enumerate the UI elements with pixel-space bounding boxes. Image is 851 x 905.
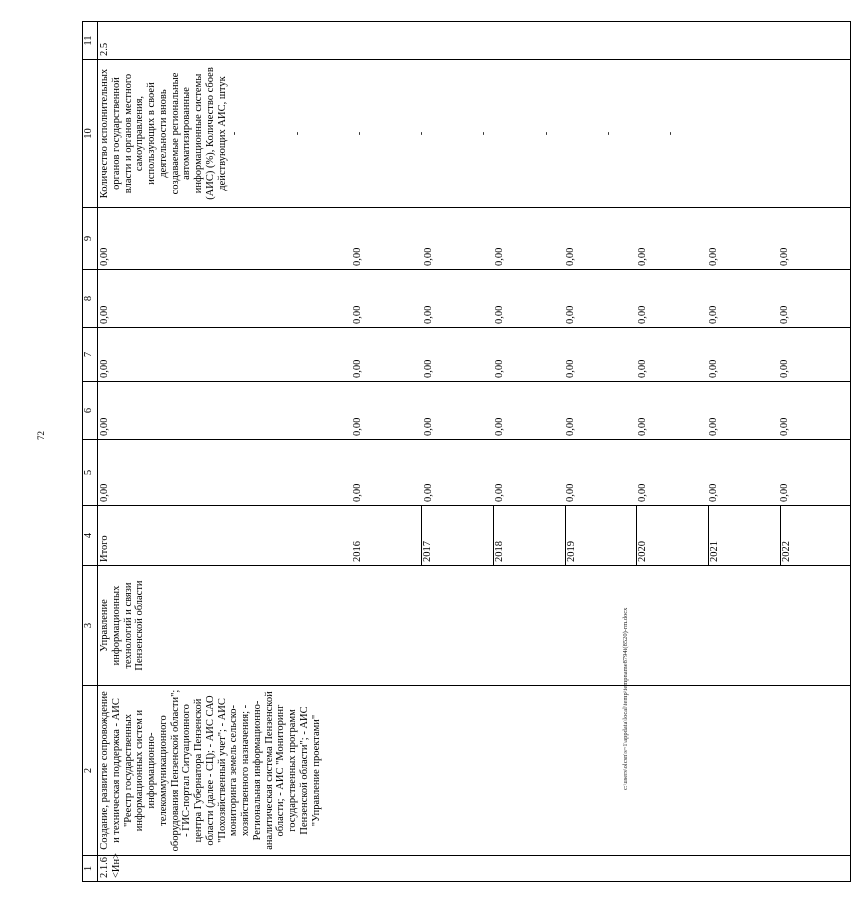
indicator-value: - xyxy=(229,131,241,136)
funding-value: 0,00 xyxy=(352,305,363,324)
funding-value: 0,00 xyxy=(778,305,790,324)
executor-cell: Управление информационных технологий и связи Пензенской области xyxy=(98,566,851,686)
funding-values xyxy=(352,208,850,269)
year-label: 2020 xyxy=(637,506,709,565)
funding-value: 0,00 xyxy=(636,247,648,266)
col-header: 2 xyxy=(83,686,98,856)
indicator-value: - xyxy=(353,131,365,136)
funding-value: 0,00 xyxy=(636,483,648,502)
year-label: 2022 xyxy=(781,506,850,565)
indicator-value: - xyxy=(291,131,303,136)
funding-total: 0,00 xyxy=(99,359,110,378)
indicator-value: - xyxy=(478,131,490,136)
funding-value: 0,00 xyxy=(494,483,506,502)
funding-value: 0,00 xyxy=(565,483,577,502)
item-code: 2.1.6 xyxy=(99,857,110,878)
indicator-values xyxy=(229,60,727,207)
footer-file-path: c:\users\olcsn\s~1\appdata\local\temp\tempname8794i(8520)-rm.docx xyxy=(622,607,629,790)
funding-total: 0,00 xyxy=(99,305,110,324)
funding-value: 0,00 xyxy=(423,417,435,436)
header-row xyxy=(83,22,98,882)
funding-value: 0,00 xyxy=(707,483,719,502)
funding-values xyxy=(352,440,850,505)
years-list xyxy=(352,506,850,565)
funding-value: 0,00 xyxy=(778,247,790,266)
indicator-value: - xyxy=(665,131,676,136)
col-header: 7 xyxy=(83,328,98,382)
indicator-value: - xyxy=(416,131,427,136)
col-header: 8 xyxy=(83,270,98,328)
funding-value: 0,00 xyxy=(423,305,435,324)
funding-cell xyxy=(98,208,851,270)
col-header: 11 xyxy=(83,22,98,60)
col-header: 1 xyxy=(83,856,98,882)
target-cell: 2.5 xyxy=(98,22,851,60)
funding-value: 0,00 xyxy=(636,305,648,324)
funding-value: 0,00 xyxy=(707,359,719,378)
funding-value: 0,00 xyxy=(636,417,648,436)
funding-value: 0,00 xyxy=(707,247,719,266)
page-number: 72 xyxy=(36,431,46,440)
indicator-text: Количество исполнительных органов государственной власти и органов местного самоуправления, использующих в своей деятельности вновь создаваемые региональные автоматизированные информационные системы (АИС) (%), Количество сбоев действующих АИС, штук xyxy=(99,67,228,200)
funding-value: 0,00 xyxy=(778,417,790,436)
table-row xyxy=(98,22,851,882)
funding-value: 0,00 xyxy=(352,417,363,436)
description-cell: Создание, развитие сопровождение и техническая поддержка - АИС "Реестр государственных информационных систем и информационно-телекоммуникационного оборудования Пензенской области"; - ГИС-портал Ситуационного центра Губернатора Пензенской области (далее - СЦ); - АИС САО "Похозяйственный учет"; - АИС мониторинга земель сельско-хозяйственного назначения; - Региональная информационно-аналитическая система Пензенской области; - АИС "Мониторинг государственных программ Пензенской области"; - АИС "Управление проектами" xyxy=(98,686,851,856)
funding-value: 0,00 xyxy=(423,247,435,266)
year-label: 2018 xyxy=(493,506,565,565)
indicator-value: - xyxy=(540,131,552,136)
col-header: 6 xyxy=(83,382,98,440)
program-table xyxy=(82,21,851,882)
funding-value: 0,00 xyxy=(707,417,719,436)
funding-cell xyxy=(98,382,851,440)
year-label: 2017 xyxy=(421,506,493,565)
years-cell xyxy=(98,506,851,566)
funding-value: 0,00 xyxy=(565,247,577,266)
indicator-value: - xyxy=(602,131,614,136)
funding-total: 0,00 xyxy=(99,247,110,266)
funding-value: 0,00 xyxy=(707,305,719,324)
funding-value: 0,00 xyxy=(636,359,648,378)
funding-value: 0,00 xyxy=(352,483,363,502)
funding-value: 0,00 xyxy=(565,359,577,378)
col-header: 3 xyxy=(83,566,98,686)
funding-value: 0,00 xyxy=(778,483,790,502)
funding-value: 0,00 xyxy=(423,359,435,378)
total-label: Итого xyxy=(99,535,110,562)
indicator-cell xyxy=(98,60,851,208)
col-header: 10 xyxy=(83,60,98,208)
year-label: 2019 xyxy=(565,506,637,565)
item-code-note: <Ин> xyxy=(110,852,122,878)
year-label: 2016 xyxy=(352,541,363,562)
funding-value: 0,00 xyxy=(494,417,506,436)
funding-values xyxy=(352,382,850,439)
funding-total: 0,00 xyxy=(99,483,110,502)
funding-value: 0,00 xyxy=(494,247,506,266)
funding-value: 0,00 xyxy=(565,305,577,324)
item-code-cell xyxy=(98,852,851,882)
col-header: 9 xyxy=(83,208,98,270)
funding-cell xyxy=(98,440,851,506)
funding-value: 0,00 xyxy=(494,305,506,324)
funding-cell xyxy=(98,270,851,328)
year-label: 2021 xyxy=(709,506,781,565)
funding-value: 0,00 xyxy=(494,359,506,378)
col-header: 4 xyxy=(83,506,98,566)
funding-value: 0,00 xyxy=(352,359,363,378)
funding-cell xyxy=(98,328,851,382)
funding-value: 0,00 xyxy=(778,359,790,378)
funding-value: 0,00 xyxy=(565,417,577,436)
funding-value: 0,00 xyxy=(423,483,435,502)
funding-values xyxy=(352,270,850,327)
funding-value: 0,00 xyxy=(352,247,363,266)
funding-total: 0,00 xyxy=(99,417,110,436)
funding-values xyxy=(352,328,850,381)
col-header: 5 xyxy=(83,440,98,506)
